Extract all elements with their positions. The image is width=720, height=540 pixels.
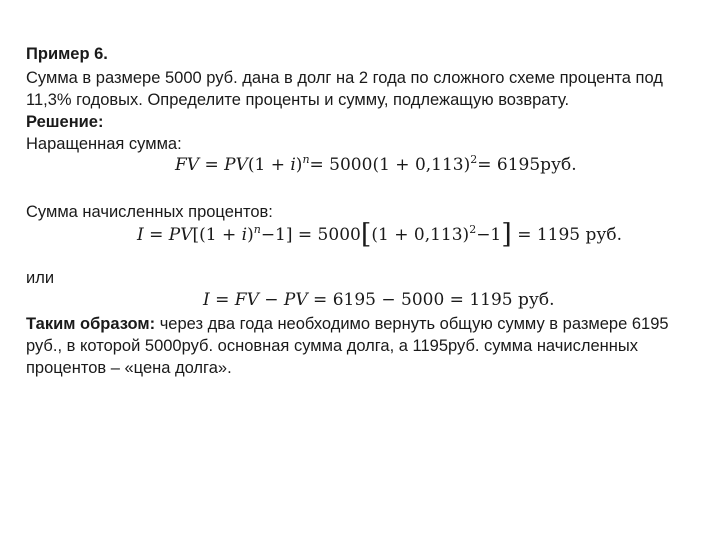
formula1-eq: =: [199, 155, 225, 175]
formula1-rest: = 5000(1 + 0,113): [309, 155, 471, 175]
formula2-inner-minus: −1: [476, 225, 502, 245]
formula2-i-lhs: I: [137, 225, 144, 245]
formula2-exponent-n: n: [253, 223, 261, 236]
formula1-fv: FV: [175, 155, 200, 175]
formula2-pv: PV: [168, 225, 193, 245]
formula1-exponent-2: 2: [470, 153, 478, 166]
formula3-minus: −: [258, 290, 284, 310]
formula2-close: ): [247, 225, 254, 245]
conclusion-line-2: руб., в которой 5000руб. основная сумма долга, а 1195руб. сумма начисленных: [26, 337, 638, 355]
formula2-i: i: [241, 225, 248, 245]
interest-sum-formula: [137, 219, 623, 250]
accrued-amount-formula: [175, 153, 577, 177]
interest-sum-label: Сумма начисленных процентов:: [26, 203, 273, 221]
problem-text-line-1: Сумма в размере 5000 руб. дана в долг на 2 года по сложного схеме процента под: [26, 69, 663, 87]
formula2-exponent-2: 2: [469, 223, 477, 236]
or-label: или: [26, 269, 55, 287]
formula2-bracket-open: [: [360, 219, 372, 250]
formula2-eq: =: [143, 225, 169, 245]
conclusion-lead: Таким образом:: [26, 315, 156, 333]
conclusion-line-1: [26, 313, 669, 335]
solution-heading: Решение:: [26, 113, 104, 131]
formula2-minus: −1] = 5000: [260, 225, 361, 245]
formula1-i: i: [290, 155, 296, 175]
formula1-result: = 6195руб.: [477, 155, 577, 175]
conclusion-line-1-rest: через два года необходимо вернуть общую сумму в размере 6195: [155, 315, 669, 333]
formula1-paren: (1 +: [247, 155, 291, 175]
formula3-fv: FV: [234, 290, 259, 310]
alternative-formula: [203, 288, 555, 312]
formula3-pv: PV: [283, 290, 308, 310]
accrued-amount-label: Наращенная сумма:: [26, 135, 182, 153]
conclusion-line-3: процентов – «цена долга».: [26, 359, 232, 377]
example-title: Пример 6.: [26, 45, 108, 63]
formula2-result: = 1195 руб.: [511, 225, 623, 245]
formula3-rest: = 6195 − 5000 = 1195 руб.: [307, 290, 555, 310]
formula2-open: [(1 +: [192, 225, 242, 245]
formula1-pv: PV: [224, 155, 248, 175]
problem-text-line-2: 11,3% годовых. Определите проценты и сумму, подлежащую возврату.: [26, 91, 570, 109]
formula2-inner: (1 + 0,113): [371, 225, 470, 245]
formula1-exponent-n: n: [302, 153, 310, 166]
formula2-bracket-close: ]: [501, 219, 512, 250]
formula3-i-lhs: I: [203, 290, 210, 310]
formula3-eq: =: [209, 290, 235, 310]
formula1-close: ): [295, 155, 303, 175]
